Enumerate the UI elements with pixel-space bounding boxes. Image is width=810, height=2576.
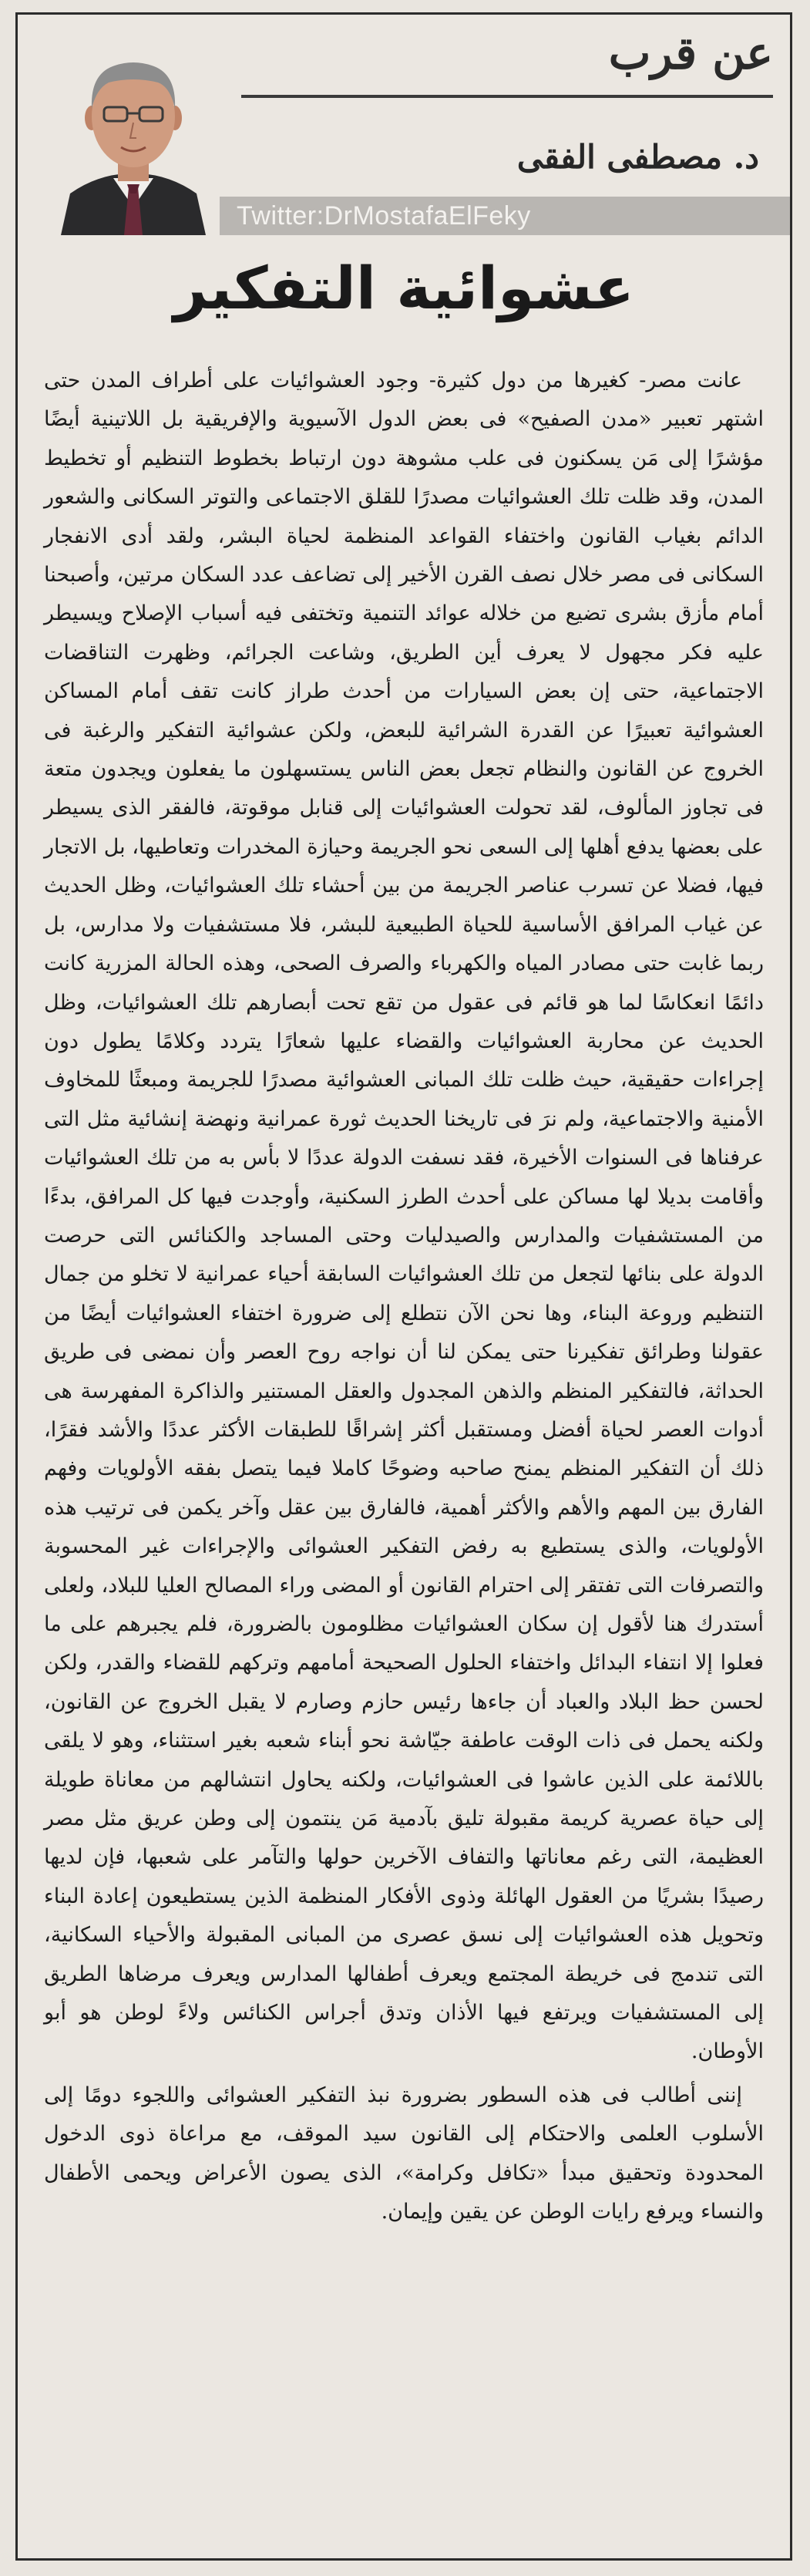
author-name: د. مصطفى الفقى [516,138,759,176]
column-name: عن قرب [608,27,773,79]
column-frame [15,12,792,2561]
author-portrait [50,42,217,235]
article-body [44,362,764,2232]
twitter-handle: Twitter:DrMostafaElFeky [220,197,790,235]
column-divider [241,95,773,98]
article-paragraph: عانت مصر- كغيرها من دول كثيرة- وجود العشوائيات على أطراف المدن حتى اشتهر تعبير «مدن الصفيح» فى بعض الدول الآسيوية والإفريقية بل اللاتينية أيضًا مؤشرًا إلى مَن يسكنون فى علب مشوهة دون ارتباط بخطوط التنظيم أو تخطيط المدن، وقد ظلت تلك العشوائيات مصدرًا للقلق الاجتماعى والتوتر السكانى والشعور الدائم بغياب القانون واختفاء القواعد المنظمة لحياة البشر، ولقد أدى الانفجار السكانى فى مصر خلال نصف القرن الأخير إلى تضاعف عدد السكان مرتين، وأصبحنا أمام مأزق بشرى تضيع من خلاله عوائد التنمية وتختفى فيه أسباب الإصلاح ويسيطر عليه فكر مجهول لا يعرف أين الطريق، وشاعت الجرائم، وظهرت التناقضات الاجتماعية، حتى إن بعض السيارات من أحدث طراز كانت تقف أمام المساكن العشوائية تعبيرًا عن القدرة الشرائية للبعض، ولكن عشوائية التفكير والرغبة فى الخروج عن القانون والنظام تجعل بعض الناس يستسهلون ما يفعلون ويجدون متعة فى تجاوز المألوف، لقد تحولت العشوائيات إلى قنابل موقوتة، فالفقر الذى يسيطر على بعضها يدفع أهلها إلى السعى نحو الجريمة وحيازة المخدرات وتعاطيها، بل الاتجار فيها، فضلا عن تسرب عناصر الجريمة من بين أحشاء تلك العشوائيات، وظل الحديث عن غياب المرافق الأساسية للحياة الطبيعية للبشر، فلا مستشفيات ولا مدارس، بل ربما غابت حتى مصادر المياه والكهرباء والصرف الصحى، وهذه الحالة المزرية كانت دائمًا انعكاسًا لما هو قائم فى عقول من تقع تحت أبصارهم تلك العشوائيات، وظل الحديث عن محاربة العشوائيات والقضاء عليها شعارًا يتردد وكلامًا يطول دون إجراءات حقيقية، حيث ظلت تلك المبانى العشوائية مصدرًا للجريمة ومبعثًا للمخاوف الأمنية والاجتماعية، ولم نرَ فى تاريخنا الحديث ثورة عمرانية ونهضة إنشائية مثل التى عرفناها فى السنوات الأخيرة، فقد نسفت الدولة عددًا لا بأس به من تلك العشوائيات وأقامت بديلا لها مساكن على أحدث الطرز السكنية، وأوجدت فيها كل المرافق، بدءًا من المستشفيات والمدارس والصيدليات وحتى المساجد والكنائس التى حرصت الدولة على بنائها لتجعل من تلك العشوائيات السابقة أحياء عمرانية لا تخلو من جمال التنظيم وروعة البناء، وها نحن الآن نتطلع إلى ضرورة اختفاء العشوائيات أيضًا من عقولنا وطرائق تفكيرنا حتى يمكن لنا أن نواجه روح العصر وأن نمضى فى طريق الحداثة، فالتفكير المنظم والذهن المجدول والعقل المستنير والذاكرة المفهرسة هى أدوات العصر لحياة أفضل ومستقبل أكثر إشراقًا للطبقات الأكثر عددًا والأشد فقرًا، ذلك أن التفكير المنظم يمنح صاحبه وضوحًا كاملا فيما يتصل بفقه الأولويات وفهم الفارق بين المهم والأهم والأكثر أهمية، فالفارق بين عقل وآخر يكمن فى ترتيب هذه الأولويات، والذى يستطيع به رفض التفكير العشوائى والإجراءات غير المحسوبة والتصرفات التى تفتقر إلى احترام القانون أو المضى وراء المصالح العليا للبلاد، ولعلى أستدرك هنا لأقول إن سكان العشوائيات مظلومون بالضرورة، فلم يجبرهم على ما فعلوا إلا انتفاء البدائل واختفاء الحلول الصحيحة أمامهم وتركهم للقضاء والقدر، ولكن لحسن حظ البلاد والعباد أن جاءها رئيس حازم وصارم لا يقبل الخروج عن القانون، ولكنه يحمل فى ذات الوقت عاطفة جيّاشة نحو أبناء شعبه بغير استثناء، وهو لا يلقى باللائمة على الذين عاشوا فى العشوائيات، ولكنه يحاول انتشالهم من معاناة طويلة إلى حياة عصرية كريمة مقبولة تليق بآدمية مَن ينتمون إلى وطن عريق مثل مصر العظيمة، التى رغم معاناتها والتفاف الآخرين حولها والتآمر على شعبها، فإن لديها رصيدًا بشريًا من العقول الهائلة وذوى الأفكار المنظمة الذين يستطيعون إعادة البناء وتحويل هذه العشوائيات إلى نسق عصرى من المبانى المقبولة والأحياء السكانية، التى تندمج فى خريطة المجتمع ويعرف أطفالها المدارس ويعرف مرضاها الطريق إلى المستشفيات ويرتفع فيها الأذان وتدق أجراس الكنائس ولاءً لوطن هو أبو الأوطان. [44,369,765,2064]
article-headline: عشوائية التفكير [173,254,634,322]
article-paragraph: إننى أطالب فى هذه السطور بضرورة نبذ التفكير العشوائى واللجوء دومًا إلى الأسلوب العلمى والاحتكام إلى القانون سيد الموقف، مع مراعاة ذوى الدخول المحدودة وتحقيق مبدأ «تكافل وكرامة»، الذى يصون الأعراض ويحمى الأطفال والنساء ويرفع رايات الوطن عن يقين وإيمان. [44,2083,764,2224]
column-header [18,15,790,235]
